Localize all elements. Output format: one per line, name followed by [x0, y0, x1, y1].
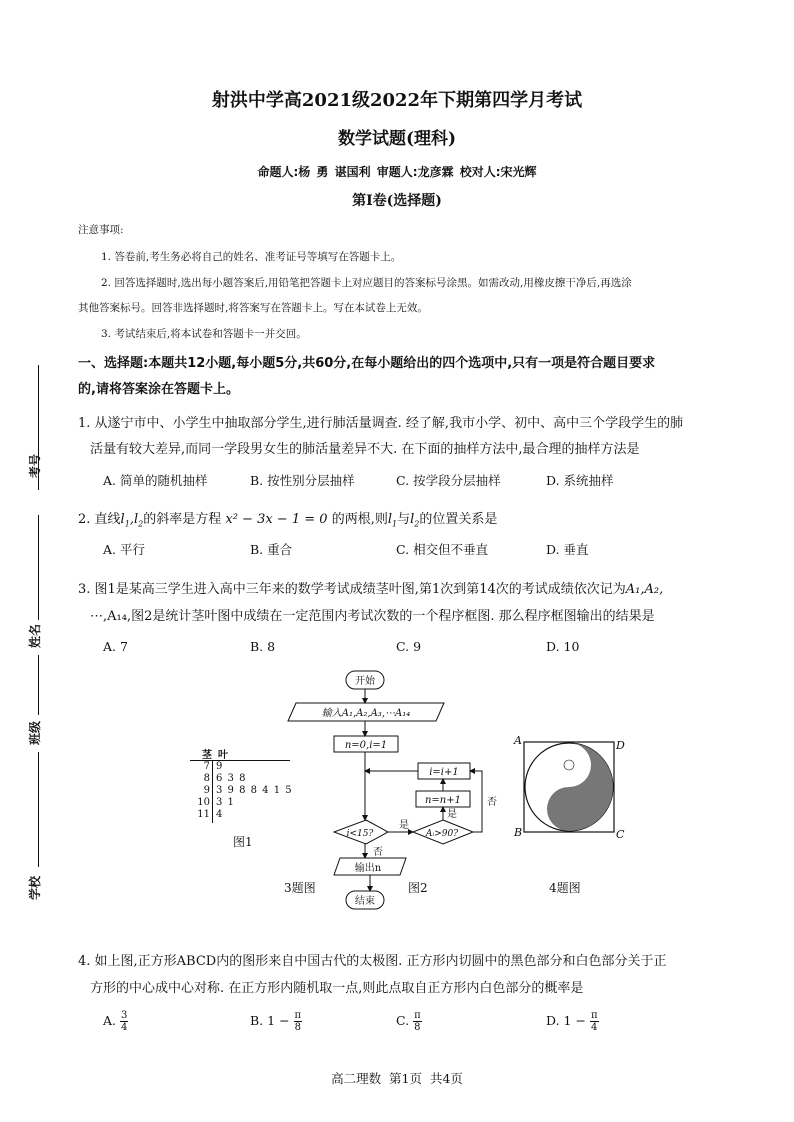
flow-start-text: 开始 [355, 676, 375, 687]
q2-l2: l [133, 512, 139, 527]
q1-option-c: C. 按学段分层抽样 [396, 473, 501, 488]
flow-input-text: 输入A₁,A₂,A₃,⋯A₁₄ [321, 708, 411, 719]
q1-option-b: B. 按性别分层抽样 [250, 473, 355, 488]
side-banji: 班级 [28, 720, 42, 745]
leaf-cell: 6 3 8 [216, 773, 247, 784]
side-xuexiao: 学校 [28, 875, 42, 900]
notice-item-3: 3. 考试结束后,将本试卷和答题卡一并交回。 [101, 328, 307, 340]
notice-heading: 注意事项: [78, 224, 124, 236]
q4-d-label: D. [546, 1013, 560, 1028]
q4-b-den: 8 [294, 1022, 302, 1033]
q4-a-label: A. [103, 1013, 117, 1028]
side-xingming: 姓名 [28, 623, 42, 648]
q4-option-b [250, 1010, 302, 1033]
q1-line1: 1. 从遂宁市中、小学生中抽取部分学生,进行肺活量调查. 经了解,我市小学、初中、高中三个学段学生的肺 [78, 416, 684, 431]
q2-post: 的位置关系是 [419, 512, 498, 527]
q4-option-c [396, 1010, 422, 1033]
q2-option-b: B. 重合 [250, 542, 293, 557]
q4-option-a [103, 1010, 128, 1033]
fig1-label: 图1 [233, 835, 253, 849]
q4-line2: 方形的中心成中心对称. 在正方形内随机取一点,则此点取自正方形内白色部分的概率是 [90, 981, 584, 996]
fig3-caption: 3题图 [284, 881, 316, 895]
section-heading-line1: 一、选择题:本题共12小题,每小题5分,共60分,在每小题给出的四个选项中,只有一项是符合题目要求 [78, 356, 656, 371]
q2-l1b: l [387, 512, 392, 527]
q2-option-a: A. 平行 [103, 542, 145, 557]
authors-line: 命题人:杨 勇 谌国利 审题人:龙彦霖 校对人:宋光辉 [257, 165, 537, 179]
q4-b-label: B. [250, 1013, 264, 1028]
flow-cond1-text: i<15? [346, 829, 374, 839]
flow-cond2-text: Aᵢ>90? [425, 829, 459, 839]
q4-c-label: C. [396, 1013, 410, 1028]
corner-a: A [514, 734, 522, 747]
section-heading-line2: 的,请将答案涂在答题卡上。 [78, 382, 239, 397]
q2-stem: 2. 直线$l_1,l_2$的斜率是方程 x² − 3x − 1 = 0 的两根,则$l_1$与$l_2$的位置关系是 [78, 512, 498, 529]
stem-cell: 11 [197, 809, 210, 820]
flow-init-text: n=0,i=1 [344, 740, 388, 751]
leaf-header: 叶 [218, 750, 228, 761]
leaf-cell: 3 9 8 8 4 1 5 [216, 785, 293, 796]
q2-l2b: l [410, 512, 415, 527]
notice-item-2b: 其他答案标号。回答非选择题时,将答案写在答题卡上。写在本试卷上无效。 [78, 302, 428, 314]
q3-line1-text: 3. 图1是某高三学生进入高中三年来的数学考试成绩茎叶图,第1次到第14次的考试成绩依次记为 [78, 582, 626, 597]
flow-end-text: 结束 [355, 896, 375, 907]
q4-a-num: 3 [121, 1010, 128, 1021]
fig4-caption: 4题图 [549, 881, 581, 895]
q2-mid1: 的斜率是方程 [143, 512, 222, 527]
side-line-xingming [38, 515, 39, 620]
q4-line1: 4. 如上图,正方形ABCD内的图形来自中国古代的太极图. 正方形内切圆中的黑色部分和白色部分关于正 [78, 954, 667, 969]
q2-l1: l [120, 512, 125, 527]
q3-option-b: B. 8 [250, 639, 276, 654]
side-kaohao: 考号 [28, 453, 42, 478]
corner-c: C [616, 828, 625, 841]
stem-cell: 8 [203, 773, 210, 784]
q1-option-d: D. 系统抽样 [546, 473, 614, 488]
corner-d: D [616, 739, 625, 752]
q3-line1-tail: A₁,A₂, [625, 582, 664, 597]
q4-d-den: 4 [591, 1022, 598, 1033]
corner-b: B [514, 826, 523, 839]
side-line-banji [38, 655, 39, 715]
notice-item-1: 1. 答卷前,考生务必将自己的姓名、准考证号等填写在答题卡上。 [101, 251, 402, 263]
leaf-cell: 4 [216, 809, 224, 820]
q2-equation: x² − 3x − 1 = 0 [225, 512, 328, 527]
q1-line2: 活量有较大差异,而同一学段男女生的肺活量差异不大. 在下面的抽样方法中,最合理的抽样方法是 [90, 442, 640, 457]
q2-pre: 2. 直线 [78, 512, 121, 527]
q2-option-c: C. 相交但不垂直 [396, 542, 489, 557]
stem-header: 茎 [202, 750, 212, 761]
fig2-label: 图2 [408, 881, 428, 895]
q4-option-d [546, 1010, 599, 1033]
taiji-white-dot [564, 760, 574, 770]
stem-cell: 10 [197, 797, 210, 808]
q1-option-a: A. 简单的随机抽样 [103, 473, 208, 488]
q4-a-den: 4 [121, 1022, 128, 1033]
q2-mid2: 的两根,则 [331, 512, 388, 527]
flow-inc-n-text: n=n+1 [424, 795, 462, 806]
taiji-dark-dot [564, 804, 574, 814]
q2-option-d: D. 垂直 [546, 542, 589, 557]
leaf-cell: 9 [216, 761, 224, 772]
stem-cell: 7 [203, 761, 210, 772]
flow-no-1: 否 [487, 797, 497, 808]
q3-option-c: C. 9 [396, 639, 422, 654]
volume-heading: 第Ⅰ卷(选择题) [352, 193, 442, 209]
flow-output-text: 输出n [354, 863, 382, 874]
q4-c-num: π [414, 1010, 421, 1021]
q4-c-den: 8 [414, 1022, 421, 1033]
q4-b-pre: 1 − [267, 1013, 290, 1028]
flowchart [280, 665, 510, 915]
flow-no-2: 否 [373, 847, 383, 858]
exam-subtitle: 数学试题(理科) [337, 129, 457, 149]
stem-cell: 9 [203, 785, 210, 796]
exam-title: 射洪中学高2021级2022年下期第四学月考试 [211, 90, 583, 111]
q3-option-a: A. 7 [103, 639, 128, 654]
flow-yes-2: 是 [447, 809, 457, 820]
taiji-figure [510, 732, 630, 842]
q4-d-pre: 1 − [563, 1013, 586, 1028]
q3-line2: ⋯,A₁₄,图2是统计茎叶图中成绩在一定范围内考试次数的一个程序框图. 那么程序框图输出的结果是 [90, 609, 655, 624]
q2-mid3: 与 [397, 512, 411, 527]
q4-b-num: π [294, 1010, 302, 1021]
q4-d-num: π [590, 1010, 598, 1021]
flow-inc-i-text: i=i+1 [429, 767, 459, 778]
q3-option-d: D. 10 [546, 639, 580, 654]
page-footer: 高二理数 第1页 共4页 [331, 1071, 463, 1086]
leaf-cell: 3 1 [216, 797, 235, 808]
flow-yes-1: 是 [399, 820, 409, 831]
notice-item-2a: 2. 回答选择题时,选出每小题答案后,用铅笔把答题卡上对应题目的答案标号涂黑。如需改动,用橡皮擦干净后,再选涂 [101, 277, 632, 289]
q3-line1 [78, 578, 663, 597]
side-line-xuexiao [38, 752, 39, 867]
